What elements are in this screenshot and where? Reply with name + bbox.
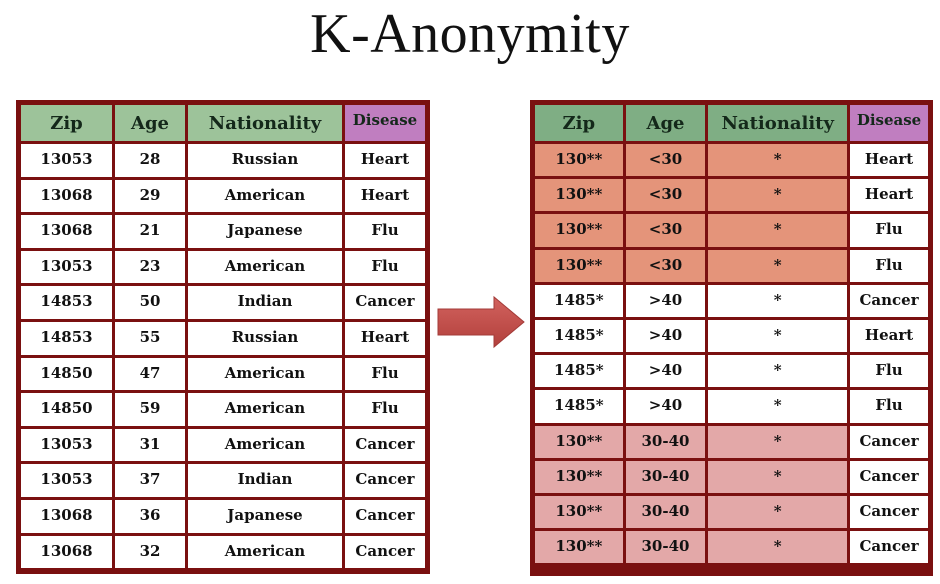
table-cell: Russian — [188, 144, 342, 177]
table-cell: 130** — [535, 531, 623, 563]
table-cell: * — [708, 390, 847, 422]
original-table-grid — [18, 102, 428, 571]
table-cell: >40 — [626, 355, 706, 387]
table-cell: Japanese — [188, 215, 342, 248]
table-cell: 28 — [115, 144, 185, 177]
table-row — [535, 461, 928, 493]
table-cell: Flu — [345, 215, 425, 248]
table-cell: 36 — [115, 500, 185, 533]
table-cell: 30-40 — [626, 531, 706, 563]
table-cell: 30-40 — [626, 496, 706, 528]
table-cell: Heart — [850, 179, 928, 211]
table-cell: Heart — [850, 320, 928, 352]
table-cell: 13053 — [21, 429, 112, 462]
table-row — [21, 215, 425, 248]
table-cell: Cancer — [850, 496, 928, 528]
table-cell: * — [708, 285, 847, 317]
table-row — [21, 464, 425, 497]
table-cell: 30-40 — [626, 461, 706, 493]
table-row — [21, 322, 425, 355]
table-cell: Cancer — [850, 461, 928, 493]
table-cell: 21 — [115, 215, 185, 248]
column-header: Age — [626, 105, 706, 141]
table-cell: Cancer — [345, 286, 425, 319]
table-cell: Flu — [345, 251, 425, 284]
table-cell: * — [708, 531, 847, 563]
table-cell: 1485* — [535, 320, 623, 352]
table-cell: <30 — [626, 144, 706, 176]
table-cell: Indian — [188, 464, 342, 497]
table-cell: Flu — [345, 393, 425, 426]
table-cell: * — [708, 214, 847, 246]
table-cell: Heart — [850, 144, 928, 176]
table-row — [535, 426, 928, 458]
table-cell: * — [708, 496, 847, 528]
table-cell: Cancer — [345, 536, 425, 569]
header-row — [535, 105, 928, 141]
table-cell: 13068 — [21, 215, 112, 248]
table-cell: Cancer — [850, 531, 928, 563]
column-header: Disease — [850, 105, 928, 141]
table-cell: American — [188, 393, 342, 426]
page-title: K-Anonymity — [310, 3, 630, 65]
table-cell: Flu — [850, 250, 928, 282]
table-cell: Heart — [345, 180, 425, 213]
table-cell: Cancer — [345, 429, 425, 462]
table-cell: 13068 — [21, 500, 112, 533]
table-cell: 47 — [115, 358, 185, 391]
table-cell: 59 — [115, 393, 185, 426]
table-cell: 13068 — [21, 536, 112, 569]
table-cell: Indian — [188, 286, 342, 319]
table-row — [535, 390, 928, 422]
table-cell: Japanese — [188, 500, 342, 533]
table-row — [535, 496, 928, 528]
table-cell: American — [188, 429, 342, 462]
table-cell: * — [708, 355, 847, 387]
table-row — [21, 500, 425, 533]
table-cell: Cancer — [345, 464, 425, 497]
table-cell: 31 — [115, 429, 185, 462]
table-cell: * — [708, 144, 847, 176]
table-cell: 32 — [115, 536, 185, 569]
table-row — [21, 180, 425, 213]
table-cell: Cancer — [850, 285, 928, 317]
table-cell: Heart — [345, 144, 425, 177]
table-cell: Flu — [850, 214, 928, 246]
table-cell: 130** — [535, 214, 623, 246]
table-cell: Flu — [850, 355, 928, 387]
table-cell: 130** — [535, 179, 623, 211]
header-row — [21, 105, 425, 141]
anonymized-table — [530, 100, 933, 576]
table-cell: 14853 — [21, 286, 112, 319]
table-cell: Heart — [345, 322, 425, 355]
column-header: Nationality — [708, 105, 847, 141]
table-cell: * — [708, 461, 847, 493]
table-cell: 130** — [535, 250, 623, 282]
table-cell: <30 — [626, 250, 706, 282]
table-row — [535, 320, 928, 352]
table-row — [21, 251, 425, 284]
table-cell: 130** — [535, 461, 623, 493]
table-cell: 13068 — [21, 180, 112, 213]
table-cell: 37 — [115, 464, 185, 497]
table-row — [535, 144, 928, 176]
column-header: Zip — [21, 105, 112, 141]
table-cell: >40 — [626, 390, 706, 422]
anonymized-table-grid — [532, 102, 931, 566]
table-cell: >40 — [626, 320, 706, 352]
table-cell: American — [188, 358, 342, 391]
table-row — [21, 358, 425, 391]
table-row — [535, 355, 928, 387]
table-cell: * — [708, 179, 847, 211]
table-cell: 13053 — [21, 464, 112, 497]
table-row — [535, 285, 928, 317]
table-cell: 13053 — [21, 251, 112, 284]
table-row — [21, 536, 425, 569]
table-cell: 14850 — [21, 358, 112, 391]
table-cell: American — [188, 251, 342, 284]
table-cell: 30-40 — [626, 426, 706, 458]
right-arrow-icon — [436, 295, 526, 351]
table-cell: Flu — [850, 390, 928, 422]
table-cell: 13053 — [21, 144, 112, 177]
table-cell: 14850 — [21, 393, 112, 426]
table-cell: * — [708, 320, 847, 352]
table-cell: 130** — [535, 144, 623, 176]
table-row — [535, 250, 928, 282]
column-header: Disease — [345, 105, 425, 141]
table-cell: 50 — [115, 286, 185, 319]
table-cell: <30 — [626, 214, 706, 246]
table-row — [21, 393, 425, 426]
table-row — [535, 179, 928, 211]
table-cell: American — [188, 536, 342, 569]
table-cell: 1485* — [535, 285, 623, 317]
column-header: Nationality — [188, 105, 342, 141]
table-row — [535, 531, 928, 563]
table-cell: 55 — [115, 322, 185, 355]
table-cell: * — [708, 426, 847, 458]
column-header: Zip — [535, 105, 623, 141]
table-cell: American — [188, 180, 342, 213]
table-cell: 130** — [535, 426, 623, 458]
table-cell: 23 — [115, 251, 185, 284]
table-cell: Cancer — [850, 426, 928, 458]
table-cell: Cancer — [345, 500, 425, 533]
table-row — [21, 429, 425, 462]
table-cell: 14853 — [21, 322, 112, 355]
table-cell: 130** — [535, 496, 623, 528]
table-cell: 1485* — [535, 355, 623, 387]
table-cell: Flu — [345, 358, 425, 391]
original-table — [16, 100, 430, 574]
table-cell: 29 — [115, 180, 185, 213]
table-cell: 1485* — [535, 390, 623, 422]
table-row — [21, 286, 425, 319]
table-row — [21, 144, 425, 177]
table-row — [535, 214, 928, 246]
table-cell: >40 — [626, 285, 706, 317]
table-cell: Russian — [188, 322, 342, 355]
table-cell: * — [708, 250, 847, 282]
column-header: Age — [115, 105, 185, 141]
table-cell: <30 — [626, 179, 706, 211]
